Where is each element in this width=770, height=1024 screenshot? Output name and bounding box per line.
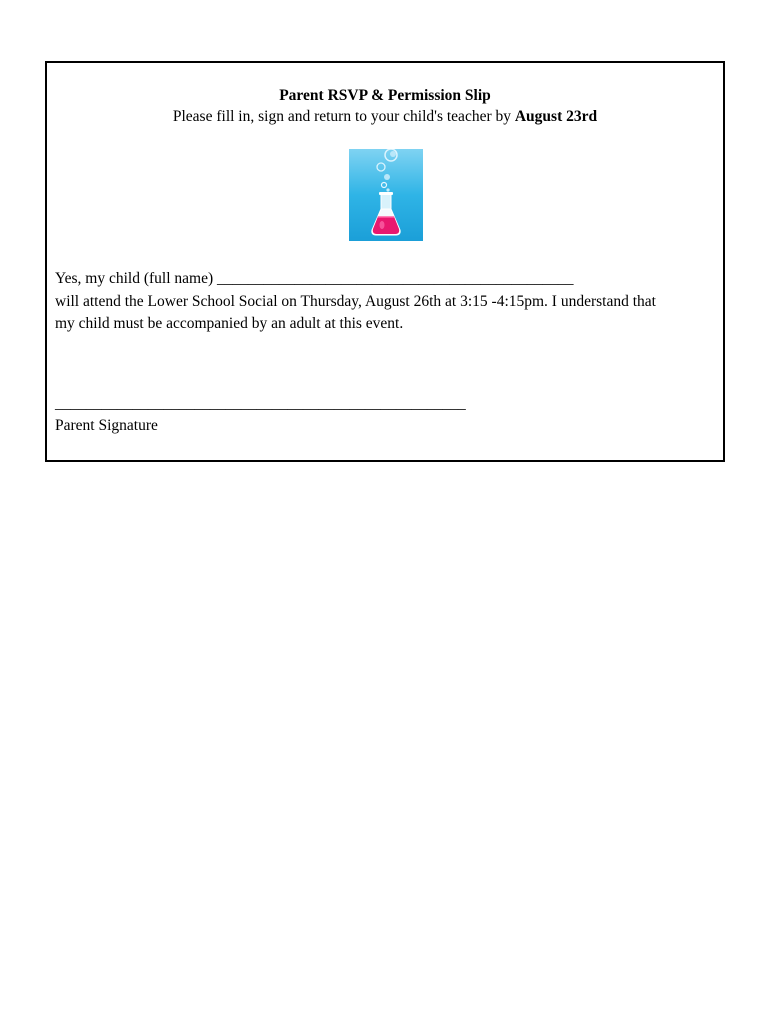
signature-field[interactable]: _____________________________________________________ <box>55 395 466 412</box>
slip-title: Parent RSVP & Permission Slip <box>279 87 491 104</box>
deadline-date: August 23rd <box>514 108 598 125</box>
instructions-text: Please fill in, sign and return to your child's teacher by <box>172 108 515 125</box>
slip-instructions <box>47 108 723 126</box>
attendance-line: will attend the Lower School Social on Thursday, August 26th at 3:15 -4:15pm. I understand that <box>55 292 656 310</box>
flask-with-bubbles-icon <box>349 149 423 241</box>
signature-label: Parent Signature <box>55 417 158 434</box>
child-name-line[interactable]: Yes, my child (full name) ______________________________________________ <box>55 270 574 287</box>
adult-requirement-line: my child must be accompanied by an adult at this event. <box>55 315 404 332</box>
permission-slip-box <box>45 61 725 462</box>
rsvp-statement <box>55 268 720 336</box>
